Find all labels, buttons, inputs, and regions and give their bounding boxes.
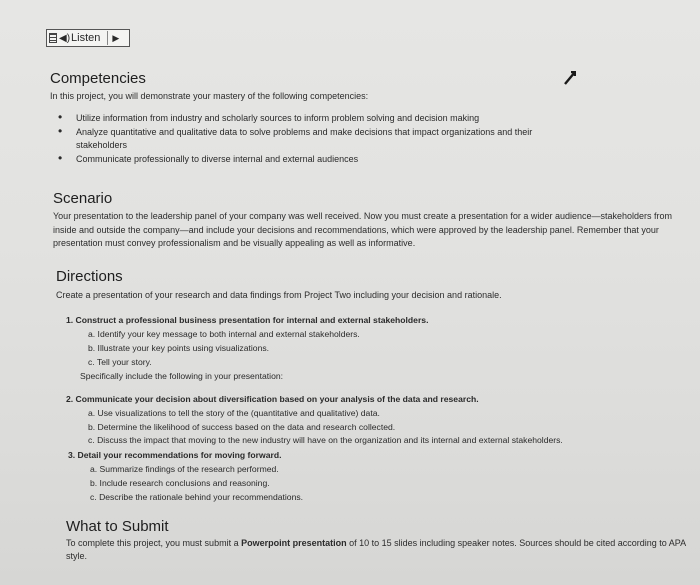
- competencies-heading: Competencies: [50, 70, 146, 87]
- competencies-list: [52, 112, 572, 166]
- step-1-c: c. Tell your story.: [88, 357, 152, 367]
- directions-intro: Create a presentation of your research and data findings from Project Two including your decision and rationale.: [56, 290, 502, 300]
- listen-button[interactable]: [46, 29, 130, 47]
- step-2-a: a. Use visualizations to tell the story of the (quantitative and qualitative) data.: [88, 408, 380, 418]
- play-icon[interactable]: ▶: [112, 32, 120, 43]
- step-1-b: b. Illustrate your key points using visualizations.: [88, 343, 270, 353]
- document-icon: [49, 33, 57, 43]
- step-1-a: a. Identify your key message to both internal and external stakeholders.: [88, 329, 360, 339]
- step-2-b: b. Determine the likelihood of success based on the data and research collected.: [88, 422, 396, 432]
- step-3-b: b. Include research conclusions and reasoning.: [90, 478, 270, 488]
- cursor-icon: [562, 71, 576, 85]
- step-2-c: c. Discuss the impact that moving to the new industry will have on the organization and its internal and external stakeholders.: [88, 435, 563, 445]
- list-item: • Utilize information from industry and scholarly sources to inform problem solving and decision making: [52, 112, 572, 125]
- speaker-icon: ◀): [59, 32, 71, 44]
- step-1-note: Specifically include the following in your presentation:: [80, 371, 284, 381]
- list-item: • Communicate professionally to diverse internal and external audiences: [52, 153, 572, 166]
- step-3-a: a. Summarize findings of the research performed.: [90, 464, 279, 474]
- scenario-heading: Scenario: [53, 190, 113, 207]
- submit-text: [66, 537, 686, 563]
- divider: [107, 31, 108, 45]
- step-3-title: 3. Detail your recommendations for moving forward.: [68, 450, 282, 460]
- submit-heading: What to Submit: [66, 518, 169, 535]
- scenario-text: Your presentation to the leadership panel of your company was well received. Now you must create a presentation for a wider audience—stakeholders from inside and outside the company—and include your decisions and recommendations, which were approved by the leadership panel. Remember that your presentation must convey professionalism and be visually appealing as well as informative.: [53, 211, 673, 248]
- list-item: • Analyze quantitative and qualitative data to solve problems and make decisions that impact organizations and their stakeholders: [52, 126, 572, 152]
- submit-text-post: of 10 to 15 slides including speaker notes. Sources should be cited according to APA style.: [66, 538, 686, 561]
- listen-label: Listen: [71, 32, 101, 44]
- step-1-title: 1. Construct a professional business presentation for internal and external stakeholders.: [66, 315, 429, 325]
- step-2-title: 2. Communicate your decision about diversification based on your analysis of the data and research.: [66, 394, 479, 404]
- step-3-c: c. Describe the rationale behind your recommendations.: [90, 492, 304, 502]
- directions-heading: Directions: [56, 268, 123, 285]
- competencies-intro: In this project, you will demonstrate your mastery of the following competencies:: [50, 91, 369, 101]
- submit-text-bold: Powerpoint presentation: [241, 538, 347, 548]
- submit-text-pre: To complete this project, you must submit a: [66, 538, 242, 548]
